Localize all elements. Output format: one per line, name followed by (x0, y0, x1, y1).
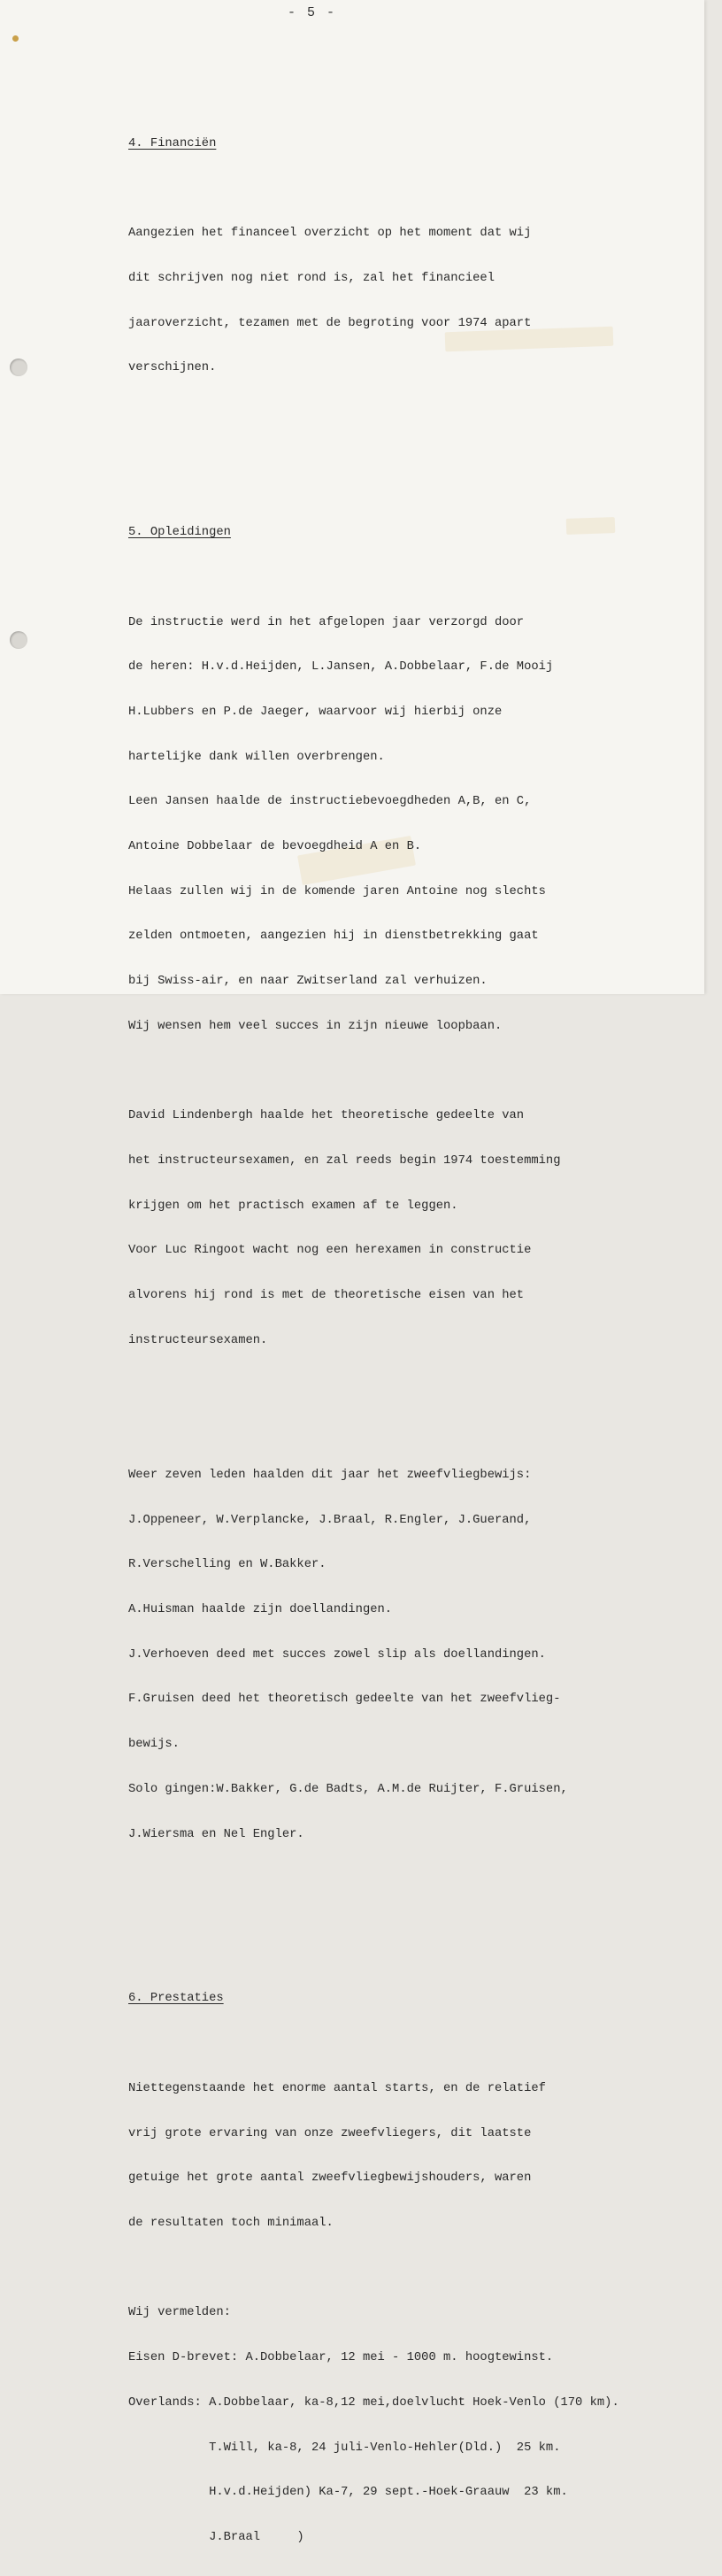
section-heading: 4. Financiën (128, 136, 217, 150)
text-line: hartelijke dank willen overbrengen. (128, 750, 385, 764)
text-line: H.v.d.Heijden) Ka-7, 29 sept.-Hoek-Graauw 23 km. (128, 2486, 568, 2500)
text-line: de heren: H.v.d.Heijden, L.Jansen, A.Dobbelaar, F.de Mooij (128, 660, 554, 675)
paper-stain (12, 35, 19, 42)
text-line: de resultaten toch minimaal. (128, 2216, 334, 2230)
text-line: David Lindenbergh haalde het theoretische gedeelte van (128, 1109, 525, 1123)
text-line: alvorens hij rond is met de theoretische eisen van het (128, 1289, 525, 1303)
text-line: zelden ontmoeten, aangezien hij in dienstbetrekking gaat (128, 929, 539, 944)
document-body (128, 92, 702, 2576)
text-line: De instructie werd in het afgelopen jaar verzorgd door (128, 615, 525, 629)
section-heading: 6. Prestaties (128, 1992, 224, 2006)
text-line: Leen Jansen haalde de instructiebevoegdheden A,B, en C, (128, 795, 532, 809)
text-line: Helaas zullen wij in de komende jaren Antoine nog slechts (128, 884, 546, 899)
text-line: Niettegenstaande het enorme aantal starts, en de relatief (128, 2081, 546, 2095)
text-line: vrij grote ervaring van onze zweefvliegers, dit laatste (128, 2126, 532, 2140)
page-number: - 5 - (288, 5, 337, 20)
section-heading: 5. Opleidingen (128, 526, 231, 540)
text-line: Weer zeven leden haalden dit jaar het zweefvliegbewijs: (128, 1468, 532, 1482)
text-line: bewijs. (128, 1738, 180, 1752)
text-line: verschijnen. (128, 361, 217, 375)
text-line: Antoine Dobbelaar de bevoegdheid A en B. (128, 840, 422, 854)
text-line: getuige het grote aantal zweefvliegbewijshouders, waren (128, 2171, 532, 2186)
text-line: Solo gingen:W.Bakker, G.de Badts, A.M.de Ruijter, F.Gruisen, (128, 1782, 568, 1796)
text-line: Aangezien het financeel overzicht op het moment dat wij (128, 227, 532, 241)
text-line: Overlands: A.Dobbelaar, ka-8,12 mei,doelvlucht Hoek-Venlo (170 km). (128, 2395, 619, 2410)
text-line: het instructeursexamen, en zal reeds begin 1974 toestemming (128, 1154, 561, 1168)
text-line: jaaroverzicht, tezamen met de begroting voor 1974 apart (128, 316, 532, 330)
text-line: J.Verhoeven deed met succes zowel slip als doellandingen. (128, 1647, 546, 1662)
text-line: dit schrijven nog niet rond is, zal het financieel (128, 271, 495, 285)
text-line: Wij wensen hem veel succes in zijn nieuwe loopbaan. (128, 1019, 503, 1033)
text-line: Wij vermelden: (128, 2306, 231, 2320)
text-line: J.Wiersma en Nel Engler. (128, 1827, 304, 1841)
punch-hole-lower (10, 631, 27, 649)
text-line: Voor Luc Ringoot wacht nog een herexamen in constructie (128, 1244, 532, 1258)
punch-hole-upper (10, 359, 27, 376)
text-line: Eisen D-brevet: A.Dobbelaar, 12 mei - 1000 m. hoogtewinst. (128, 2351, 554, 2365)
text-line: H.Lubbers en P.de Jaeger, waarvoor wij hierbij onze (128, 705, 503, 719)
text-line: bij Swiss-air, en naar Zwitserland zal verhuizen. (128, 975, 488, 989)
text-line: instructeursexamen. (128, 1333, 268, 1347)
text-line: J.Braal ) (128, 2530, 304, 2544)
text-line: A.Huisman haalde zijn doellandingen. (128, 1603, 393, 1617)
text-line: T.Will, ka-8, 24 juli-Venlo-Hehler(Dld.) 25 km. (128, 2441, 561, 2455)
text-line: R.Verschelling en W.Bakker. (128, 1558, 326, 1572)
text-line: krijgen om het practisch examen af te leggen. (128, 1199, 458, 1213)
text-line: J.Oppeneer, W.Verplancke, J.Braal, R.Engler, J.Guerand, (128, 1513, 532, 1527)
text-line: F.Gruisen deed het theoretisch gedeelte van het zweefvlieg- (128, 1693, 561, 1707)
